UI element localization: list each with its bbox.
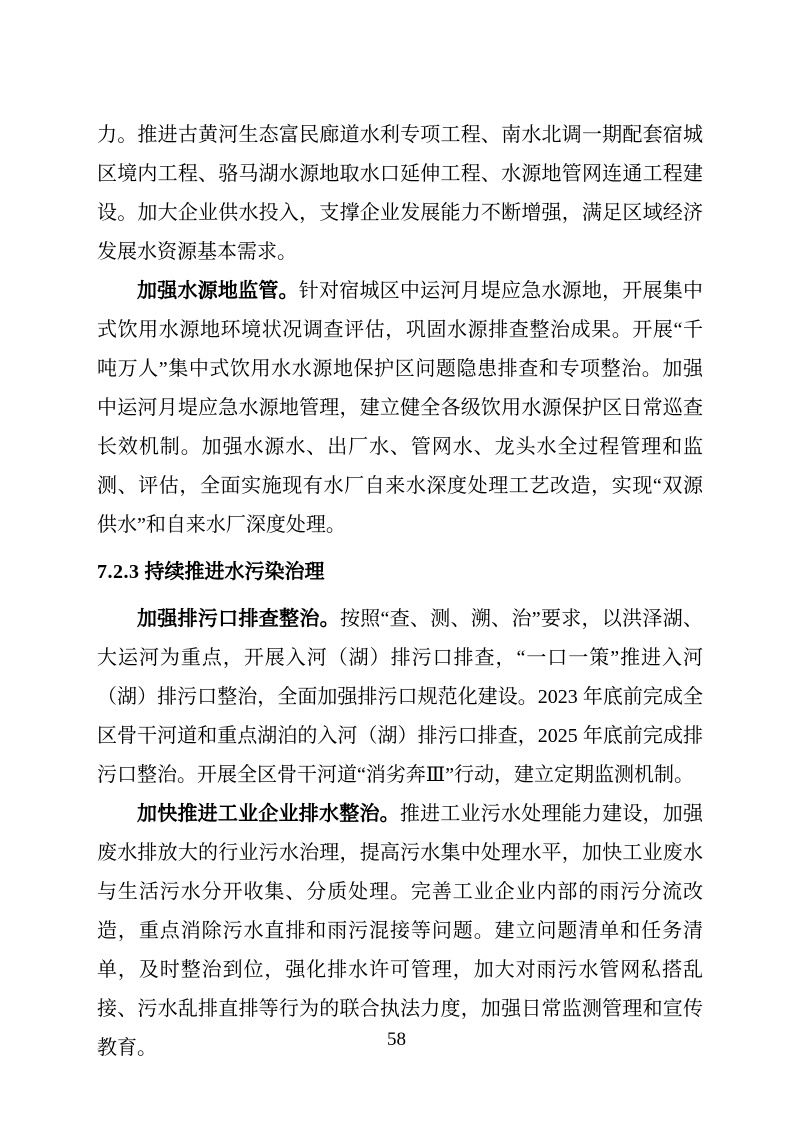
page-number: 58 [387,1029,406,1050]
paragraph-body-outfall: 按照“查、测、溯、治”要求，以洪泽湖、大运河为重点，开展入河（湖）排污口排查，“一口一策”推进入河（湖）排污口整治，全面加强排污口规范化建设。2023 年底前完成全区骨干河道和重点湖泊的入河（湖）排污口排查，2025 年底前完成排污口整治。开展全区骨干河道“消劣奔Ⅲ”行动，建立定期监测机制。 [97,608,704,786]
section-heading [97,553,703,592]
page-footer [0,1028,793,1052]
paragraph-body-industry: 推进工业污水处理能力建设，加强废水排放大的行业污水治理，提高污水集中处理水平，加快工业废水与生活污水分开收集、分质处理。完善工业企业内部的雨污分流改造，重点消除污水直排和雨污混接等问题。建立问题清单和任务清单，及时整治到位，强化排水许可管理，加大对雨污水管网私搭乱接、污水乱排直排等行为的联合执法力度，加强日常监测管理和宣传教育。 [97,803,704,1059]
page-content [97,116,703,1068]
paragraph-continuation: 力。推进古黄河生态富民廊道水利专项工程、南水北调一期配套宿城区境内工程、骆马湖水源地取水口延伸工程、水源地管网连通工程建设。加大企业供水投入，支撑企业发展能力不断增强，满足区域经济发展水资源基本需求。 [97,124,703,263]
section-heading-number: 7.2.3 [97,561,140,583]
paragraph-lead-water-source: 加强水源地监管。 [137,280,299,302]
paragraph-lead-outfall: 加强排污口排查整治。 [137,608,340,630]
paragraph-lead-industry: 加快推进工业企业排水整治。 [137,803,400,825]
paragraph-water-source-supervision [97,272,703,545]
section-heading-title: 持续推进水污染治理 [144,561,325,583]
paragraph-body-water-source: 针对宿城区中运河月堤应急水源地，开展集中式饮用水源地环境状况调查评估，巩固水源排查整治成果。开展“千吨万人”集中式饮用水水源地保护区问题隐患排查和专项整治。加强中运河月堤应急水源地管理，建立健全各级饮用水源保护区日常巡查长效机制。加强水源水、出厂水、管网水、龙头水全过程管理和监测、评估，全面实施现有水厂自来水深度处理工艺改造，实现“双源供水”和自来水厂深度处理。 [97,280,704,536]
paragraph-outfall-regulation [97,600,703,795]
